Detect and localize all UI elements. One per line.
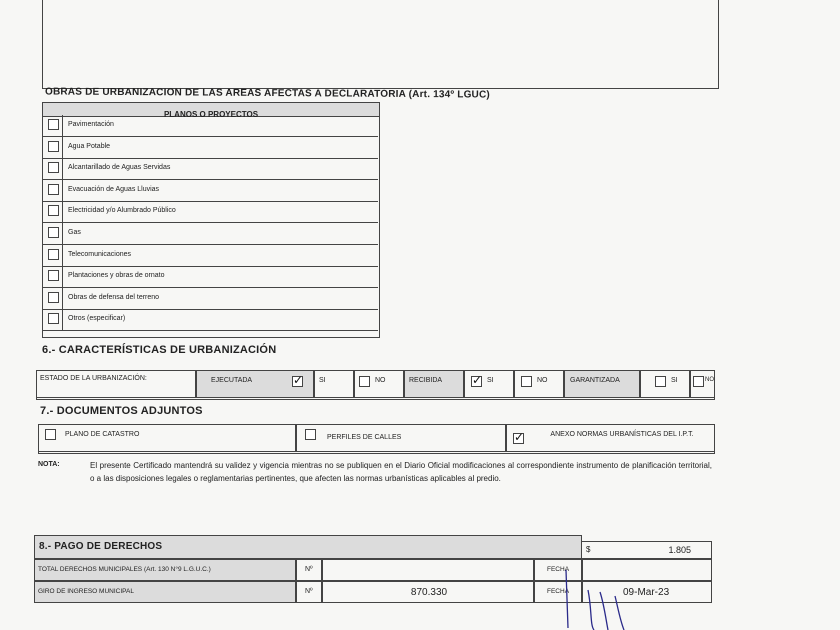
ejecutada-si-label: SI <box>319 377 326 384</box>
doc-perfiles-calles-checkbox[interactable] <box>305 429 316 440</box>
plan-item-row <box>42 158 378 180</box>
payment-row-label: GIRO DE INGRESO MUNICIPAL <box>38 588 134 595</box>
note-text: El presente Certificado mantendrá su validez y vigencia mientras no se publiquen en el Diario Oficial modificaciones al correspondiente instrumento de planificación territorial, o a las disposiciones legales o reglamentarias pertinentes, que afecten las normas urbanísticas aplicables al predio. <box>90 461 712 483</box>
plan-item-divider <box>62 288 63 309</box>
group-ejecutada-label <box>196 370 314 398</box>
group-garantizada-si <box>640 370 690 398</box>
urbanization-state-row <box>36 370 715 400</box>
plan-item-label: Pavimentación <box>68 121 114 128</box>
payment-fecha-label: FECHA <box>547 566 570 573</box>
payment-n-label: Nº <box>305 566 313 573</box>
doc-perfiles-calles <box>296 424 506 452</box>
plan-item-row <box>42 180 378 202</box>
payment-n-value-cell <box>322 559 534 581</box>
state-label: ESTADO DE LA URBANIZACIÓN: <box>40 375 147 382</box>
group-recibida-no <box>514 370 564 398</box>
garantizada-text: GARANTIZADA <box>570 377 620 384</box>
payment-row-label-cell <box>34 581 296 603</box>
plan-item-label: Plantaciones y obras de ornato <box>68 272 165 280</box>
group-garantizada-label <box>564 370 640 398</box>
payment-n-label-cell <box>296 559 322 581</box>
recibida-no-label: NO <box>537 377 548 384</box>
plan-item-checkbox[interactable] <box>48 227 59 238</box>
plan-item-row <box>42 201 378 223</box>
doc-plano-catastro <box>38 424 296 452</box>
doc-plano-catastro-label: PLANO DE CATASTRO <box>65 431 140 438</box>
plans-header-label: PLANOS O PROYECTOS <box>163 110 259 119</box>
plan-item-checkbox[interactable] <box>48 162 59 173</box>
group-ejecutada-no <box>354 370 404 398</box>
garantizada-no-checkbox[interactable] <box>693 376 704 387</box>
plan-item-divider <box>62 266 63 287</box>
plan-item-row <box>42 223 378 245</box>
payment-row-label-cell <box>34 559 296 581</box>
signature-scribble <box>560 570 650 630</box>
ejecutada-si-checkbox[interactable] <box>292 376 303 387</box>
plan-item-checkbox[interactable] <box>48 119 59 130</box>
plan-item-row <box>42 288 378 310</box>
plan-item-row <box>42 115 378 137</box>
plan-item-row <box>42 137 378 159</box>
plan-item-divider <box>62 309 63 330</box>
doc-anexo-normas-checkbox[interactable] <box>513 433 524 444</box>
garantizada-si-checkbox[interactable] <box>655 376 666 387</box>
plan-item-label: Agua Potable <box>68 142 111 150</box>
garantizada-si-label: SI <box>671 377 678 384</box>
payment-fecha-label: FECHA <box>547 588 570 595</box>
doc-anexo-normas-label: ANEXO NORMAS URBANÍSTICAS DEL I.P.T. <box>550 431 694 438</box>
ejecutada-no-checkbox[interactable] <box>359 376 370 387</box>
plan-item-divider <box>62 158 63 179</box>
payment-fecha-value: 09-Mar-23 <box>623 587 670 598</box>
plan-item-label: Otros (especificar) <box>68 315 126 323</box>
plan-item-checkbox[interactable] <box>48 292 59 303</box>
plan-item-checkbox[interactable] <box>48 249 59 260</box>
plan-item-checkbox[interactable] <box>48 141 59 152</box>
plan-item-label: Alcantarillado de Aguas Servidas <box>68 164 171 172</box>
doc-anexo-normas <box>506 424 715 452</box>
currency-symbol: $ <box>586 545 591 554</box>
plan-item-checkbox[interactable] <box>48 313 59 324</box>
ejecutada-no-label: NO <box>375 377 386 384</box>
payment-row-label: TOTAL DERECHOS MUNICIPALES (Art. 130 N°9 L.G.U.C.) <box>38 566 211 573</box>
ejecutada-text: EJECUTADA <box>211 377 253 384</box>
payment-n-value-cell <box>322 581 534 603</box>
state-label-cell <box>36 370 196 398</box>
plan-item-checkbox[interactable] <box>48 270 59 281</box>
plan-item-checkbox[interactable] <box>48 184 59 195</box>
group-garantizada-no <box>690 370 715 398</box>
doc-plano-catastro-checkbox[interactable] <box>45 429 56 440</box>
payment-n-value: 870.330 <box>410 587 448 598</box>
payment-title-cell <box>34 535 582 559</box>
section6-title: 6.- CARACTERÍSTICAS DE URBANIZACIÓN <box>42 344 277 356</box>
plan-item-divider <box>62 137 63 158</box>
group-recibida-si <box>464 370 514 398</box>
section8-title: 8.- PAGO DE DERECHOS <box>39 541 163 552</box>
plan-item-divider <box>62 245 63 266</box>
plan-item-checkbox[interactable] <box>48 205 59 216</box>
amount-value: 1.805 <box>668 545 691 555</box>
plan-item-label: Evacuación de Aguas Lluvias <box>68 185 160 193</box>
plan-item-divider <box>62 201 63 222</box>
plan-item-label: Telecomunicaciones <box>68 250 132 258</box>
note-label: NOTA: <box>38 461 60 468</box>
plan-item-label: Gas <box>68 229 81 236</box>
payment-n-label-cell <box>296 581 322 603</box>
plan-item-divider <box>62 223 63 244</box>
urbanization-works-title: OBRAS DE URBANIZACION DE LAS AREAS AFECTAS A DECLARATORIA (Art. 134º LGUC) <box>44 86 490 101</box>
plan-item-row <box>42 266 378 288</box>
plan-item-divider <box>62 115 63 136</box>
payment-n-label: Nº <box>305 588 313 595</box>
recibida-si-label: SI <box>487 377 494 384</box>
plan-item-label: Obras de defensa del terreno <box>68 293 160 301</box>
recibida-si-checkbox[interactable] <box>471 376 482 387</box>
attached-docs-row <box>38 424 715 454</box>
doc-perfiles-calles-label: PERFILES DE CALLES <box>327 434 402 441</box>
group-ejecutada-si <box>314 370 354 398</box>
recibida-no-checkbox[interactable] <box>521 376 532 387</box>
plan-item-row <box>42 309 378 331</box>
amount-cell <box>581 541 712 559</box>
group-recibida-label <box>404 370 464 398</box>
top-blank-box <box>42 0 719 89</box>
plan-item-row <box>42 245 378 267</box>
garantizada-no-label: NO <box>705 377 714 383</box>
plan-item-label: Electricidad y/o Alumbrado Público <box>68 207 176 215</box>
recibida-text: RECIBIDA <box>409 377 443 384</box>
section7-title: 7.- DOCUMENTOS ADJUNTOS <box>40 405 203 417</box>
plan-item-divider <box>62 180 63 201</box>
